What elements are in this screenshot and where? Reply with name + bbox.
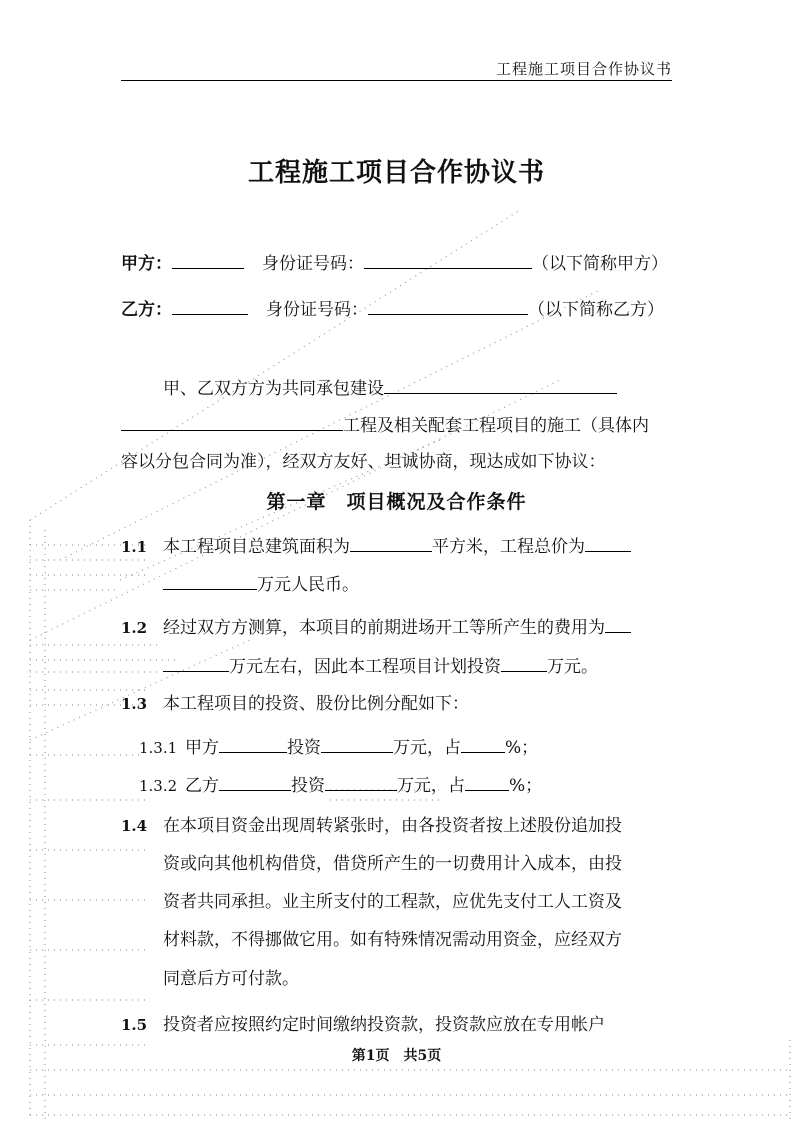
project-name-blank-2: [121, 413, 343, 431]
running-header: 工程施工项目合作协议书: [495, 60, 672, 78]
clause-number: 1.4: [121, 817, 148, 835]
pct-label: %；: [509, 776, 543, 796]
party-b-name: 乙方: [185, 776, 219, 796]
clause-text: 在本项目资金出现周转紧张时，由各投资者按上述股份追加投: [163, 816, 622, 836]
clause-text: 经过双方方测算，本项目的前期进场开工等所产生的费用为: [163, 618, 605, 638]
clause-1-4-line-5: [163, 968, 299, 990]
fee-blank-2: [163, 654, 229, 672]
party-b-id-label: 身份证号码：: [266, 300, 368, 320]
clause-1-2: [121, 615, 631, 639]
clause-text: 资或向其他机构借贷，借贷所产生的一切费用计入成本，由投: [163, 854, 622, 874]
chapter-heading: 第一章 项目概况及合作条件: [266, 491, 527, 513]
invest-label: 投资: [287, 738, 321, 758]
party-a-name: 甲方: [185, 738, 219, 758]
intro-line-2: [121, 413, 649, 437]
clause-1-4: [121, 815, 622, 837]
party-b-suffix: （以下简称乙方）: [528, 300, 664, 320]
total-price-blank: [585, 534, 631, 552]
subclause-number: 1.3.1: [139, 739, 178, 757]
subclause-number: 1.3.2: [139, 777, 178, 795]
intro-line-3: [121, 451, 606, 473]
clause-text: 本工程项目总建筑面积为: [163, 537, 350, 557]
clause-1-1: [121, 534, 631, 558]
clause-1-3-1: [139, 735, 538, 759]
clause-number: 1.5: [121, 1016, 148, 1034]
party-b-label: 乙方：: [121, 300, 172, 320]
clause-text: 投资者应按照约定时间缴纳投资款，投资款应放在专用帐户: [163, 1015, 605, 1035]
intro-line-1: [163, 376, 617, 400]
party-b-id-blank: [368, 297, 528, 315]
party-a-line: [121, 251, 668, 275]
party-a-id-label: 身份证号码：: [262, 254, 364, 274]
party-a-blank: [219, 735, 287, 753]
clause-text: 万元。: [547, 657, 598, 677]
planned-investment-blank: [501, 654, 547, 672]
party-b-line: [121, 297, 664, 321]
clause-1-4-line-3: [163, 891, 622, 913]
clause-1-3-2: [139, 773, 542, 797]
intro-text-3: 容以分包合同为准），经双方友好、坦诚协商，现达成如下协议：: [121, 452, 606, 472]
clause-text: 资者共同承担。业主所支付的工程款，应优先支付工人工资及: [163, 892, 622, 912]
clause-number: 1.2: [121, 619, 148, 637]
unit-label: 万元，占: [393, 738, 461, 758]
party-b-pct-blank: [465, 773, 509, 791]
clause-text: 平方米，工程总价为: [432, 537, 585, 557]
clause-text: 本工程项目的投资、股份比例分配如下：: [163, 694, 469, 714]
clause-text: 万元左右，因此本工程项目计划投资: [229, 657, 501, 677]
party-a-label: 甲方：: [121, 254, 172, 274]
invest-label: 投资: [291, 776, 325, 796]
party-a-invest-blank: [321, 735, 393, 753]
clause-1-5: [121, 1014, 605, 1036]
document-title: 工程施工项目合作协议书: [247, 158, 545, 188]
project-name-blank: [384, 376, 617, 394]
clause-number: 1.3: [121, 695, 148, 713]
unit-label: 万元，占: [397, 776, 465, 796]
total-price-blank-2: [163, 572, 257, 590]
clause-1-4-line-4: [163, 929, 622, 951]
party-b-blank: [219, 773, 291, 791]
header-rule: [121, 80, 672, 81]
party-a-name-blank: [172, 251, 244, 269]
party-b-invest-blank: [325, 773, 397, 791]
clause-text: 材料款，不得挪做它用。如有特殊情况需动用资金，应经双方: [163, 930, 622, 950]
clause-text: 同意后方可付款。: [163, 969, 299, 989]
fee-blank: [605, 615, 631, 633]
party-b-name-blank: [172, 297, 248, 315]
clause-1-4-line-2: [163, 853, 622, 875]
pct-label: %；: [505, 738, 539, 758]
intro-text-1: 甲、乙双方方为共同承包建设: [163, 379, 384, 399]
party-a-id-blank: [364, 251, 532, 269]
intro-text-2: 工程及相关配套工程项目的施工（具体内: [343, 416, 649, 436]
party-a-pct-blank: [461, 735, 505, 753]
clause-1-1-cont: [163, 572, 359, 596]
area-blank: [350, 534, 432, 552]
clause-1-3: [121, 693, 469, 715]
page-footer: 第1页 共5页: [351, 1048, 442, 1064]
party-a-suffix: （以下简称甲方）: [532, 254, 668, 274]
clause-text: 万元人民币。: [257, 575, 359, 595]
clause-1-2-cont: [163, 654, 598, 678]
clause-number: 1.1: [121, 538, 148, 556]
